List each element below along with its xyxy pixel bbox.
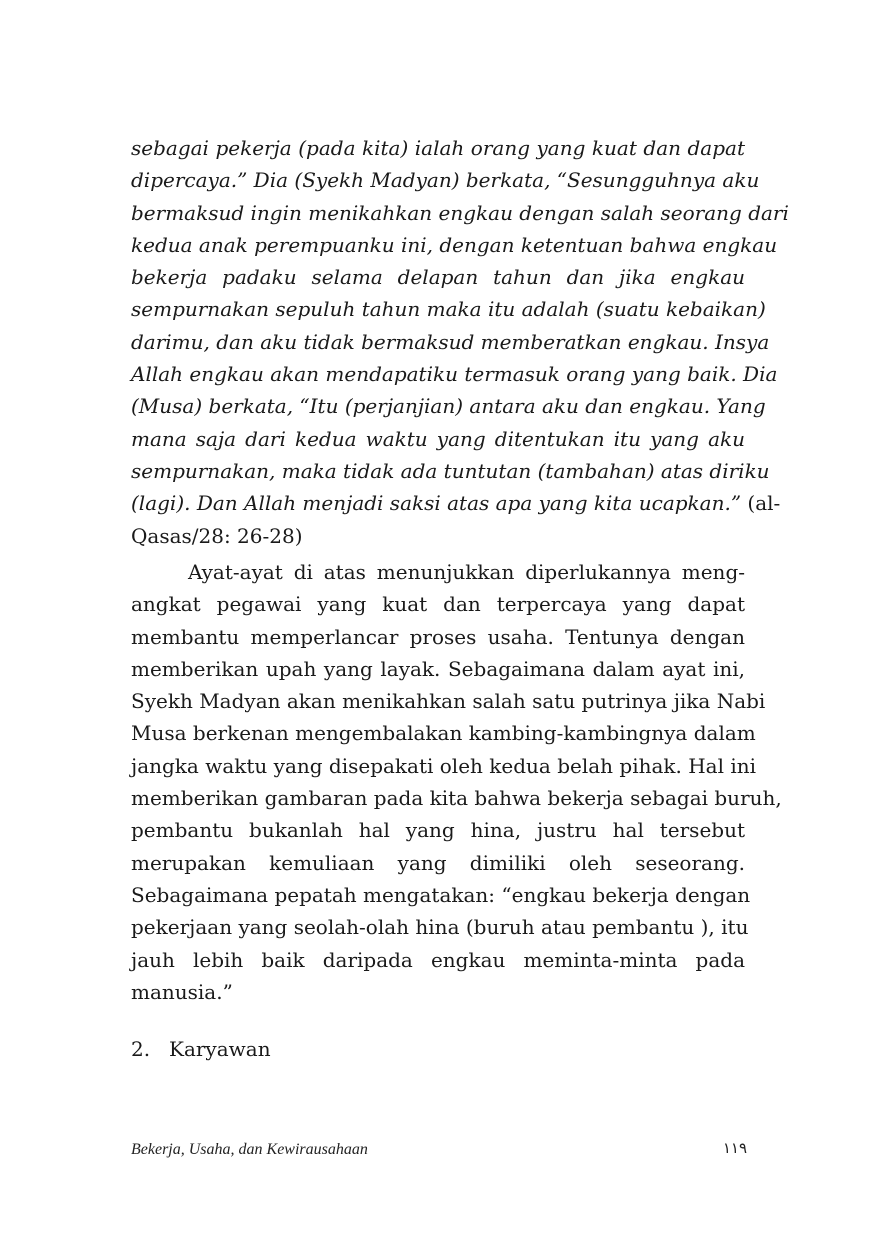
page-number: ١١٩ — [722, 1139, 747, 1157]
paragraph-line: merupakan kemuliaan yang dimiliki oleh seseorang. — [131, 850, 745, 875]
quote-text: (lagi). Dan Allah menjadi saksi atas apa yang kita ucapkan.” — [131, 491, 742, 516]
quote-line: dipercaya.” Dia (Syekh Madyan) berkata, “Sesungguhnya aku — [131, 168, 760, 193]
paragraph-line: membantu memperlancar proses usaha. Tentunya dengan — [131, 624, 745, 649]
quote-line: mana saja dari kedua waktu yang ditentukan itu yang aku — [131, 426, 745, 451]
paragraph-line: angkat pegawai yang kuat dan terpercaya yang dapat — [131, 592, 745, 617]
paragraph-line: Syekh Madyan akan menikahkan salah satu putrinya jika Nabi — [131, 689, 766, 714]
quote-line: sebagai pekerja (pada kita) ialah orang yang kuat dan dapat — [131, 136, 745, 160]
quote-line: Allah engkau akan mendapatiku termasuk orang yang baik. Dia — [131, 362, 778, 387]
paragraph-line: manusia.” — [131, 979, 233, 1004]
section-number: 2. — [131, 1037, 151, 1061]
body-paragraph — [131, 556, 782, 1008]
quote-line — [131, 487, 781, 519]
paragraph-line: memberikan upah yang layak. Sebagaimana dalam ayat ini, — [131, 656, 745, 681]
paragraph-line: pekerjaan yang seolah-olah hina (buruh atau pembantu ), itu — [131, 915, 749, 940]
quote-line: bekerja padaku selama delapan tahun dan jika engkau — [131, 265, 745, 290]
quote-line: bermaksud ingin menikahkan engkau dengan salah seorang dari — [131, 200, 789, 225]
running-footer-title: Bekerja, Usaha, dan Kewirausahaan — [131, 1141, 368, 1158]
quote-line: kedua anak perempuanku ini, dengan ketentuan bahwa engkau — [131, 232, 778, 257]
paragraph-line: jangka waktu yang disepakati oleh kedua belah pihak. Hal ini — [131, 753, 757, 778]
section-heading — [131, 1033, 271, 1065]
quote-line: sempurnakan sepuluh tahun maka itu adalah (suatu kebaikan) — [131, 297, 766, 322]
paragraph-line: memberikan gambaran pada kita bahwa bekerja sebagai buruh, — [131, 786, 782, 811]
paragraph-line: Ayat-ayat di atas menunjukkan diperlukannya meng- — [188, 560, 745, 584]
paragraph-line: pembantu bukanlah hal yang hina, justru hal tersebut — [131, 818, 745, 843]
quote-block — [131, 132, 789, 552]
citation-line: Qasas/28: 26-28) — [131, 523, 303, 548]
quote-line: (Musa) berkata, “Itu (perjanjian) antara aku dan engkau. Yang — [131, 394, 766, 419]
paragraph-line: Sebagaimana pepatah mengatakan: “engkau bekerja dengan — [131, 882, 751, 907]
quote-line: darimu, dan aku tidak bermaksud memberatkan engkau. Insya — [131, 329, 770, 354]
paragraph-line: jauh lebih baik daripada engkau meminta-minta pada — [131, 947, 745, 972]
citation: (al- — [741, 491, 781, 516]
section-title: Karyawan — [169, 1037, 271, 1061]
paragraph-line: Musa berkenan mengembalakan kambing-kambingnya dalam — [131, 721, 756, 746]
quote-line: sempurnakan, maka tidak ada tuntutan (tambahan) atas diriku — [131, 458, 770, 483]
